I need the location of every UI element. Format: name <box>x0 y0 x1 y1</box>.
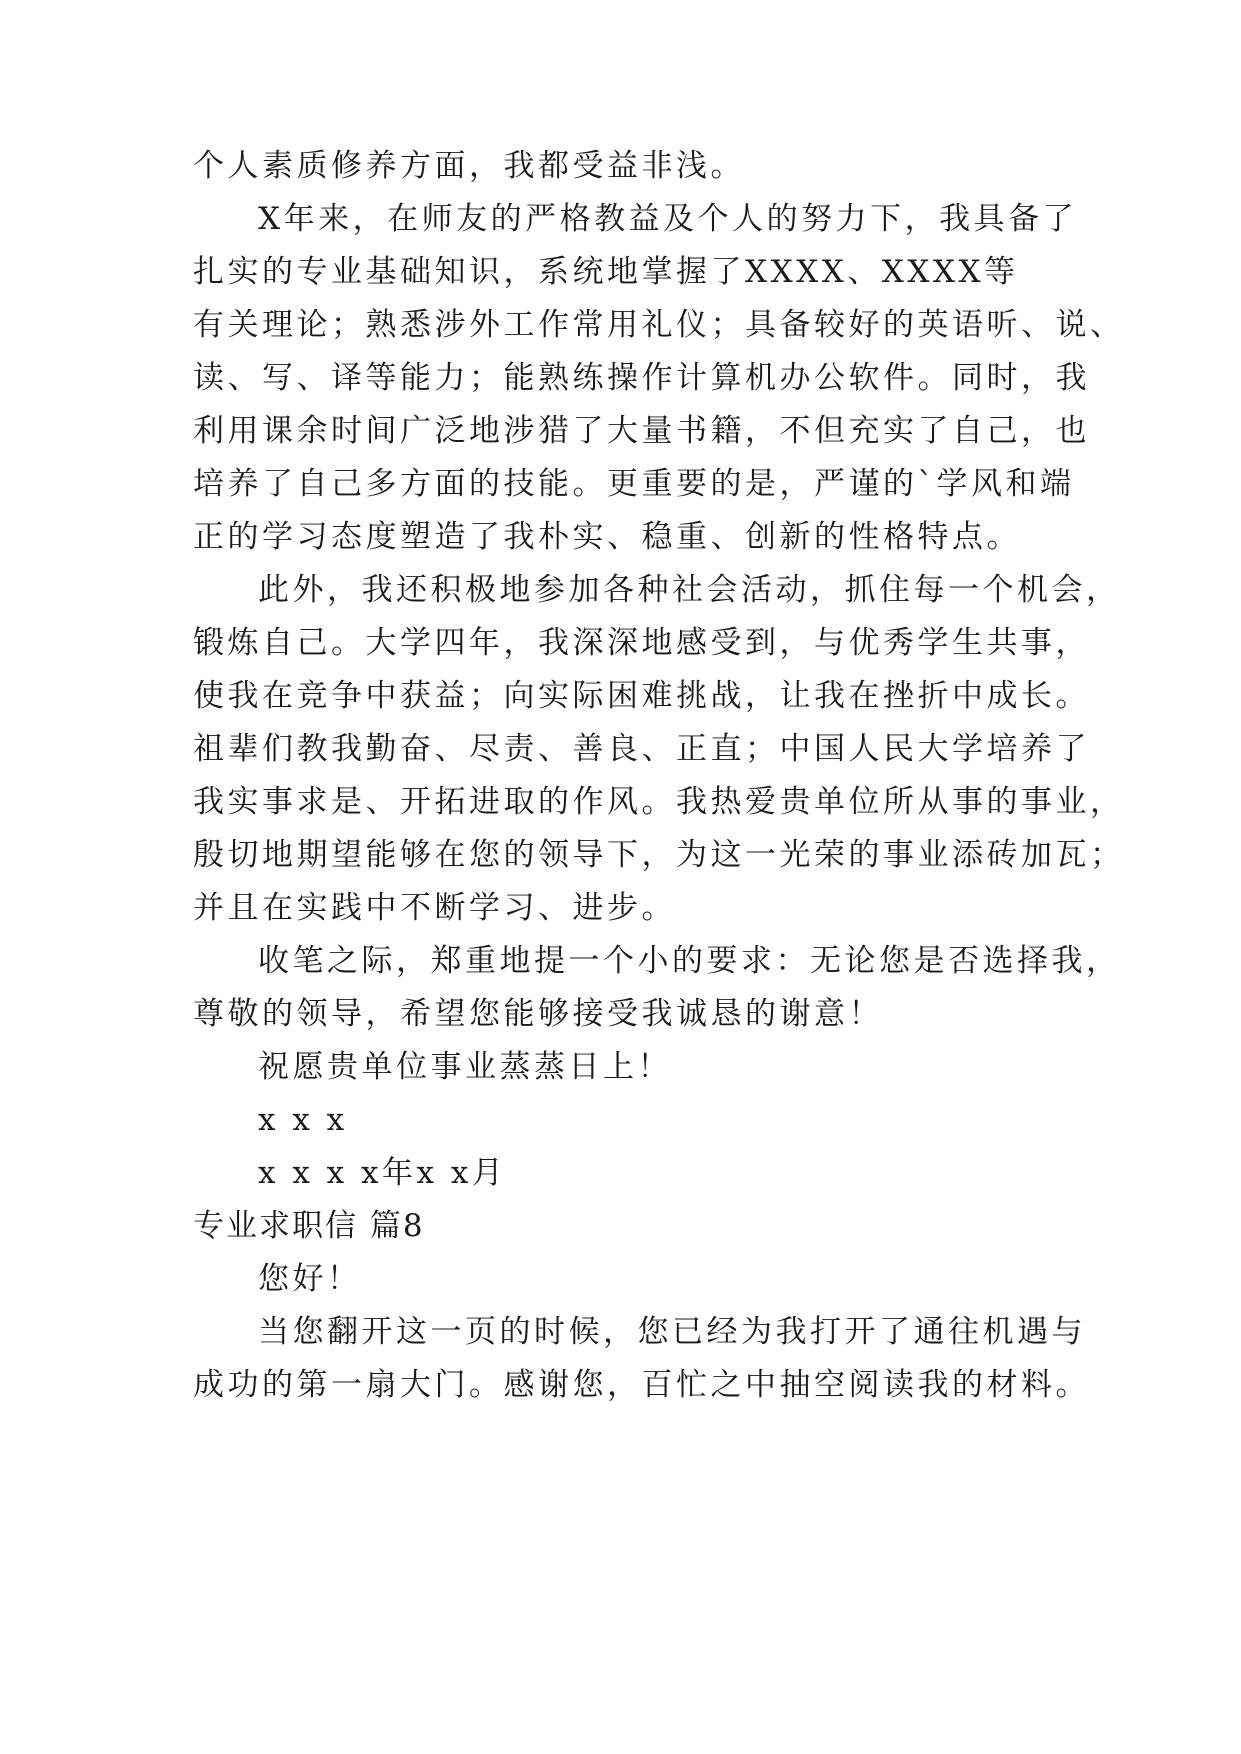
text-line: 读、写、译等能力；能熟练操作计算机办公软件。同时，我 <box>193 360 1090 396</box>
text-line: 扎实的专业基础知识，系统地掌握了XXXX、XXXX等 <box>193 254 1019 290</box>
text-line: 我实事求是、开拓进取的作风。我热爱贵单位所从事的事业， <box>193 784 1125 820</box>
text-line: 祖辈们教我勤奋、尽责、善良、正直；中国人民大学培养了 <box>193 731 1090 767</box>
signature-date: x x x x年x x月 <box>258 1155 507 1191</box>
text-line: 使我在竞争中获益；向实际困难挑战，让我在挫折中成长。 <box>193 678 1090 714</box>
greeting: 您好！ <box>258 1261 362 1297</box>
paragraph-start: 收笔之际，郑重地提一个小的要求：无论您是否选择我， <box>258 943 1121 979</box>
text-line: 有关理论；熟悉涉外工作常用礼仪；具备较好的英语听、说、 <box>193 307 1125 343</box>
paragraph-start: X年来，在师友的严格教益及个人的努力下，我具备了 <box>258 201 1078 237</box>
signature-name: x x x <box>258 1102 348 1138</box>
text-line: 利用课余时间广泛地涉猎了大量书籍，不但充实了自己，也 <box>193 413 1090 449</box>
text-line: 并且在实践中不断学习、进步。 <box>193 890 676 926</box>
closing-wish: 祝愿贵单位事业蒸蒸日上！ <box>258 1049 672 1085</box>
text-line: 正的学习态度塑造了我朴实、稳重、创新的性格特点。 <box>193 519 1021 555</box>
text-line: 成功的第一扇大门。感谢您，百忙之中抽空阅读我的材料。 <box>193 1367 1090 1403</box>
text-line: 个人素质修养方面，我都受益非浅。 <box>193 148 745 184</box>
text-line: 尊敬的领导，希望您能够接受我诚恳的谢意！ <box>193 996 883 1032</box>
paragraph-start: 当您翻开这一页的时候，您已经为我打开了通往机遇与 <box>258 1314 1086 1350</box>
text-line: 培养了自己多方面的技能。更重要的是，严谨的`学风和端 <box>193 466 1075 502</box>
text-line: 殷切地期望能够在您的领导下，为这一光荣的事业添砖加瓦； <box>193 837 1125 873</box>
section-heading: 专业求职信 篇8 <box>193 1208 425 1244</box>
paragraph-start: 此外，我还积极地参加各种社会活动，抓住每一个机会， <box>258 572 1121 608</box>
text-line: 锻炼自己。大学四年，我深深地感受到，与优秀学生共事， <box>193 625 1090 661</box>
